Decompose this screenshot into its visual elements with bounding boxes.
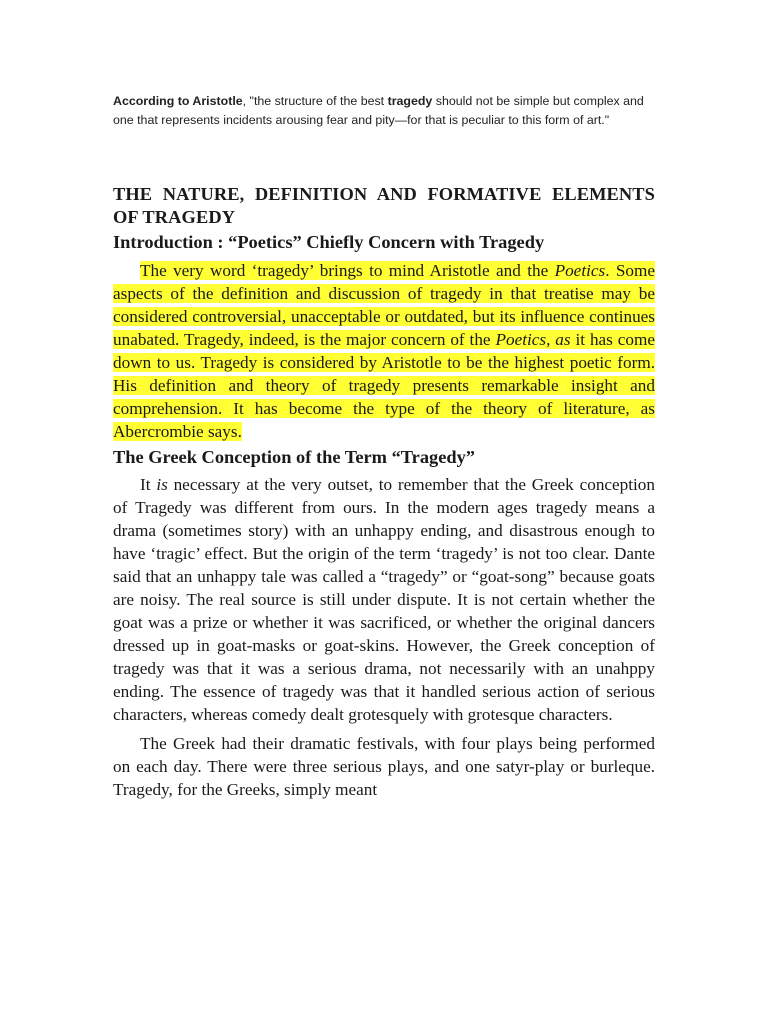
- quote-text-part2: should not be simple but complex and one that represents incidents arousing fear and pity—for that is peculiar to this form of art.": [113, 94, 644, 127]
- greek-paragraph-2: The Greek had their dramatic festivals, with four plays being performed on each day. There were three serious plays, and one satyr-play or burleque. Tragedy, for the Greeks, simply meant: [113, 734, 655, 799]
- intro-text-3: it has come down to us. Tragedy is considered by Aristotle to be the highest poetic form. His definition and theory of tragedy presents remarkable insight and comprehension. It has become the type of the theory of literature, as Abercrombie says.: [113, 329, 656, 441]
- document-title: THE NATURE, DEFINITION AND FORMATIVE ELEMENTS OF TRAGEDY: [113, 184, 655, 227]
- greek1-is-italic: is: [156, 475, 168, 494]
- document-page: [113, 92, 655, 801]
- intro-text-1: The very word ‘tragedy’ brings to mind Aristotle and the: [140, 260, 555, 280]
- intro-paragraph: [113, 259, 655, 443]
- intro-heading: Introduction : “Poetics” Chiefly Concern with Tragedy: [113, 232, 545, 252]
- greek-paragraph-1: [113, 473, 655, 726]
- greek-conception-heading: The Greek Conception of the Term “Tragedy”: [113, 446, 476, 467]
- intro-poetics-italic-2: Poetics, as: [495, 329, 571, 349]
- highlighted-text: [113, 261, 655, 441]
- intro-text-2: . Some aspects of the definition and discussion of tragedy in that treatise may be considered controversial, unacceptable or outdated, but its influence continues unabated. Tragedy, indeed, is the major concern of the: [113, 260, 655, 349]
- greek1-text-1: It: [140, 475, 157, 494]
- quote-lead-bold: According to Aristotle: [113, 94, 243, 108]
- intro-poetics-italic-1: Poetics: [554, 260, 606, 280]
- quote-tragedy-bold: tragedy: [387, 94, 433, 108]
- aristotle-quote: [113, 92, 655, 130]
- greek1-text-2: necessary at the very outset, to remember that the Greek conception of Tragedy was different from ours. In the modern ages tragedy means a drama (sometimes story) with an unhappy ending, and disastrous enough to have ‘tragic’ effect. But the origin of the term ‘tragedy’ is not too clear. Dante said that an unhappy tale was called a “tragedy” or “goat-song” because goats are noisy. The real source is still under dispute. It is not certain whether the goat was a prize or whether it was sacrificed, or whether the original dancers dressed up in goat-masks or goat-skins. However, the Greek conception of tragedy was that it was a serious drama, not necessarily with an unahppy ending. The essence of tragedy was that it handled serious action of serious characters, whereas comedy dealt grotesquely with grotesque characters.: [113, 475, 655, 724]
- quote-text-part1: , "the structure of the best: [242, 94, 388, 108]
